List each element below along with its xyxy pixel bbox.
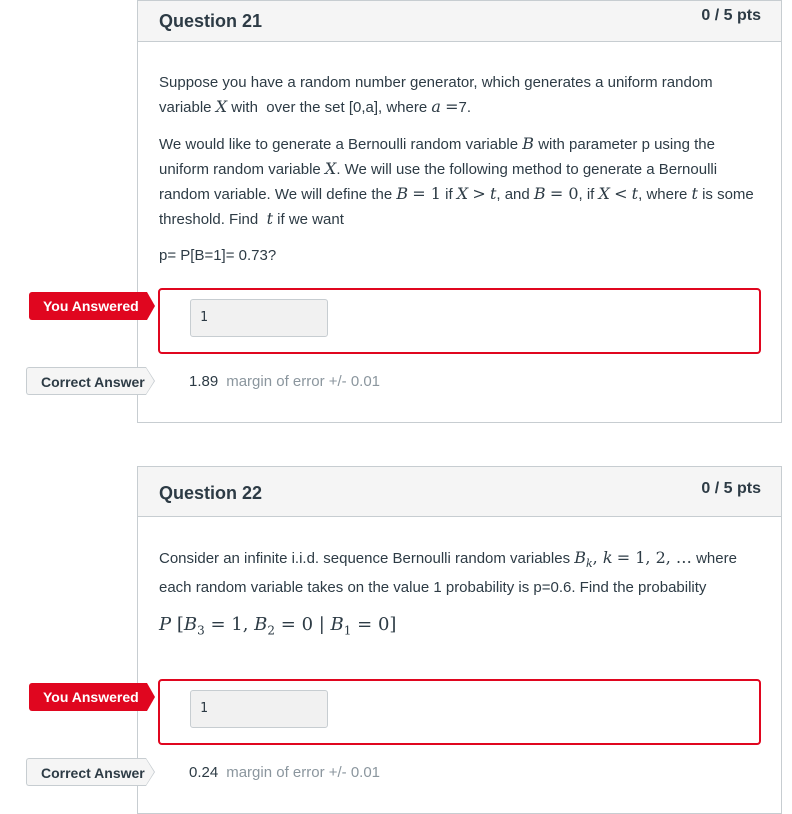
you-answered-tag: You Answered	[29, 292, 147, 320]
question-22	[137, 466, 782, 814]
you-answered-tag: You Answered	[29, 683, 147, 711]
correct-answer-tag: Correct Answer	[26, 758, 146, 786]
correct-answer	[189, 764, 380, 781]
question-title: Question 21	[159, 11, 263, 31]
question-title: Question 22	[159, 483, 263, 503]
paragraph-1: Suppose you have a random number generator, which generates a uniform random variable X with over the set [0,a], where a =7.	[159, 74, 713, 116]
question-text	[138, 546, 781, 643]
paragraph-3: p= P[B=1]= 0.73?	[159, 247, 277, 264]
question-points: 0 / 5 pts	[701, 480, 761, 497]
your-answer-input[interactable]: 1	[190, 299, 328, 337]
correct-answer-value: 0.24	[189, 764, 219, 781]
margin-of-error: margin of error +/- 0.01	[226, 373, 381, 390]
question-21	[137, 0, 782, 423]
your-answer-input[interactable]: 1	[190, 690, 328, 728]
question-header	[138, 1, 781, 42]
paragraph-2: We would like to generate a Bernoulli random variable B with parameter p using the uniform random variable X. We will use the following method to generate a Bernoulli random variable. We will define the B = 1 if X > t, and B = 0, if X < t, where t is some threshold. Find t if we want	[159, 134, 754, 228]
your-answer-box	[158, 679, 761, 745]
correct-answer-tag: Correct Answer	[26, 367, 146, 395]
correct-answer-value: 1.89	[189, 373, 219, 390]
question-points: 0 / 5 pts	[701, 7, 761, 24]
paragraph-1: Consider an infinite i.i.d. sequence Bernoulli random variables $B_k$, k = 1, 2, … where each random variable takes on the value 1 probability is p=0.6. Find the probability	[159, 548, 737, 597]
margin-of-error: margin of error +/- 0.01	[226, 764, 381, 781]
question-header	[138, 467, 781, 517]
probability-expression: P [$B_3 = 1$, $B_2 = 0$ | $B_1 = 0$]	[159, 614, 397, 638]
your-answer-box	[158, 288, 761, 354]
correct-answer	[189, 373, 380, 390]
question-text	[138, 71, 781, 268]
